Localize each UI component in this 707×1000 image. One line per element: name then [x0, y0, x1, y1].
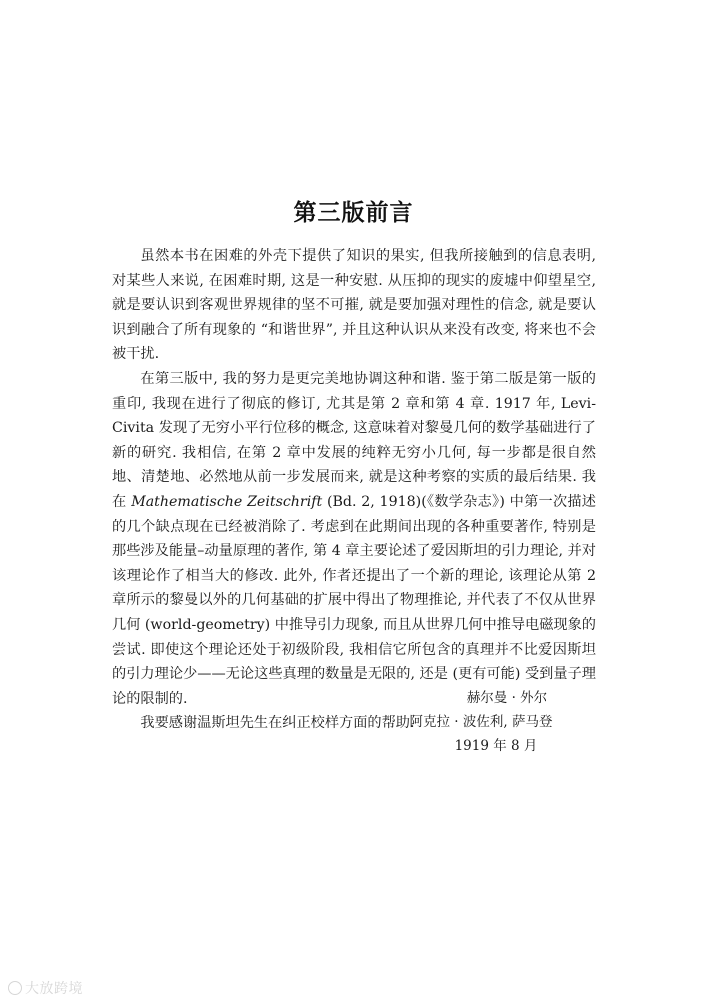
watermark [8, 978, 83, 998]
preface-body [112, 244, 596, 736]
signature-author: 赫尔曼 · 外尔 [466, 690, 548, 706]
watermark-logo-icon [8, 981, 22, 995]
paragraph-1: 虽然本书在困难的外壳下提供了知识的果实, 但我所接触到的信息表明, 对某些人来说, 在困难时期, 这是一种安慰. 从压抑的现实的废墟中仰望星空, 就是要认识到客观世界规律的坚不可摧, 就是要加强对理性的信念, 就是要认识到融合了所有现象的 “和谐世界”, 并且这种认识从来没有改变, 将来也不会被干扰. [112, 248, 596, 363]
paragraph-2-part-1: 在第三版中, 我的努力是更完美地协调这种和谐. 鉴于第二版是第一版的重印, 我现在进行了彻底的修订, 尤其是第 2 章和第 4 章. 1917 年, Levi-Civita 发现了无穷小平行位移的概念, 这意味着对黎曼几何的数学基础进行了新的研究. 我相信, 在第 2 章中发展的纯粹无穷小几何, 每一步都是很自然地、清楚地、必然地从前一步发展而来, 就是这种考察的实质的最后结果. 我在 [112, 370, 596, 510]
signature-block [371, 686, 591, 758]
paragraph-2 [112, 367, 596, 711]
page-title: 第三版前言 [293, 200, 414, 226]
signature-date: 1919 年 8 月 [454, 738, 538, 754]
paragraph-2-part-2: (Bd. 2, 1918)(《数学杂志》) 中第一次描述的几个缺点现在已经被消除了. 考虑到在此期间出现的各种重要著作, 特别是那些涉及能量–动量原理的著作, 第 4 章主要论述了爱因斯坦的引力理论, 并对该理论作了相当大的修改. 此外, 作者还提出了一个新的理论, 该理论从第 2 章所示的黎曼以外的几何基础的扩展中得出了物理推论, 并代表了不仅从世界几何 (world-geometry) 中推导引力现象, 而且从世界几何中推导电磁现象的尝试. 即使这个理论还处于初级阶段, 我相信它所包含的真理并不比爱因斯坦的引力理论少——无论这些真理的数量是无限的, 还是 (更有可能) 受到量子理论的限制的. [112, 493, 596, 707]
journal-title: Mathematische Zeitschrift [131, 493, 323, 510]
paragraph-3: 我要感谢温斯坦先生在纠正校样方面的帮助. [140, 715, 415, 732]
watermark-text: 大放跨境 [25, 981, 83, 997]
signature-place: 阿克拉 · 波佐利, 萨马登 [409, 714, 553, 730]
